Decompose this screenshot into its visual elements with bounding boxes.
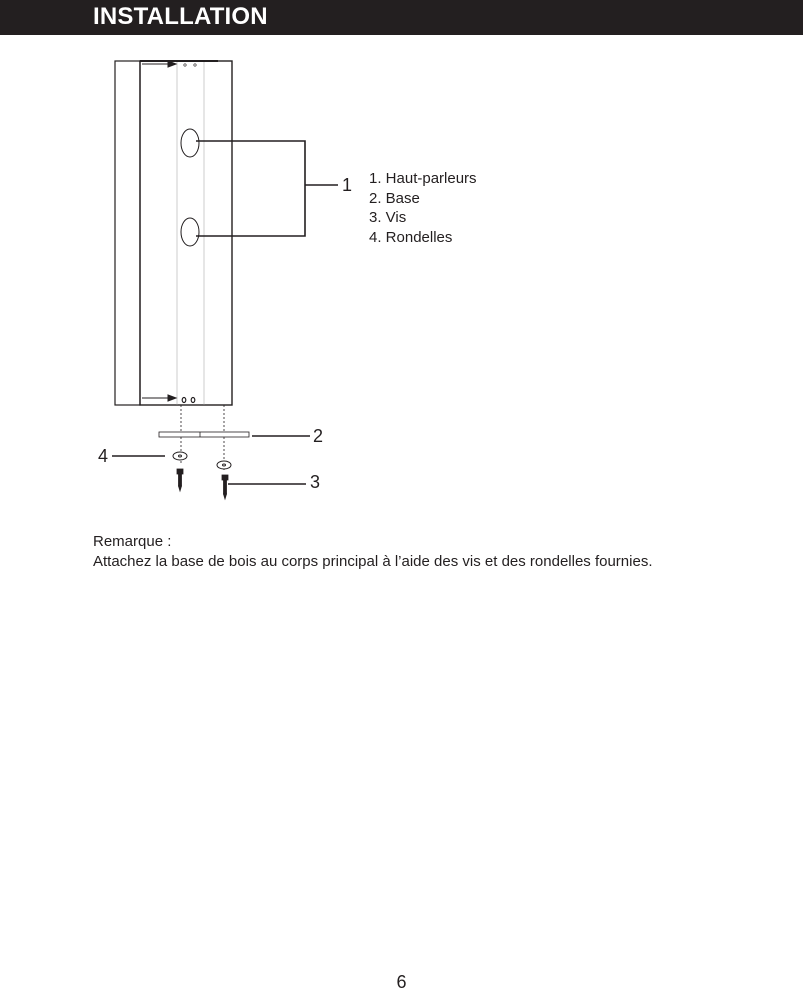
note-heading: Remarque :	[93, 533, 172, 550]
callout-4: 4	[98, 446, 109, 466]
page-number: 6	[396, 972, 407, 992]
callout-1: 1	[342, 175, 353, 195]
washers	[173, 452, 231, 469]
parts-legend	[369, 169, 477, 248]
note-section	[93, 532, 713, 571]
alignment-lines	[181, 405, 224, 470]
callout-2: 2	[313, 426, 324, 446]
speaker-driver-upper	[181, 129, 199, 157]
legend-item: 4. Rondelles	[369, 229, 453, 247]
legend-item: 1. Haut-parleurs	[369, 170, 477, 187]
page-title: INSTALLATION	[93, 3, 268, 30]
callout-3: 3	[310, 472, 321, 492]
speaker-body	[115, 61, 232, 405]
legend-item: 3. Vis	[369, 209, 407, 227]
note-text: Attachez la base de bois au corps principal à l’aide des vis et des rondelles fournies.	[93, 552, 653, 570]
base-plate	[159, 432, 249, 437]
mounting-arrows	[142, 61, 176, 401]
screws	[177, 469, 228, 499]
legend-item: 2. Base	[369, 189, 420, 207]
screw-holes	[182, 398, 195, 403]
speaker-driver-lower	[181, 218, 199, 246]
